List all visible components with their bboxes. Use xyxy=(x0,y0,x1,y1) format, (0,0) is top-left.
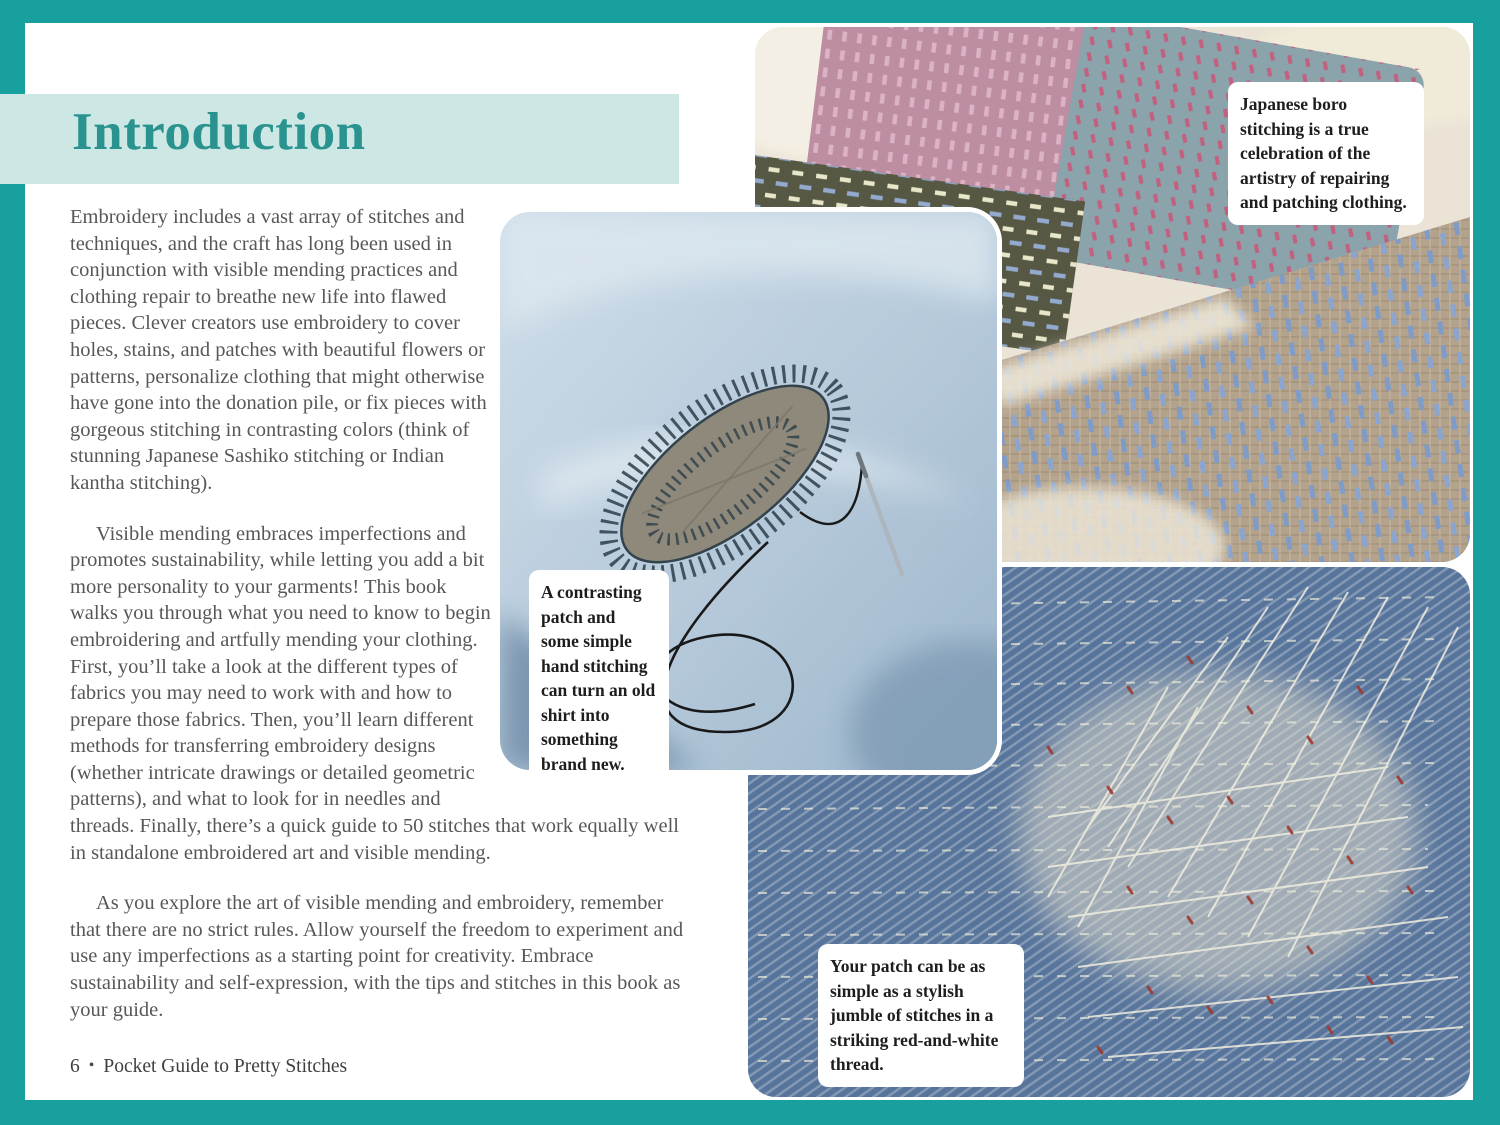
page-title: Introduction xyxy=(72,103,366,161)
page-number: 6 xyxy=(70,1056,80,1077)
book-title: Pocket Guide to Pretty Stitches xyxy=(103,1056,348,1077)
intro-paragraph-2: Visible mending embraces imperfections and promotes sustainability, while letting you add a bit more personality to your garments! This book walks you through what you need to know to begin embroidering and artfully mending your clothing. First, you’ll take a look at the different types of fabrics you may need to work with and how to prepare those fabrics. Then, you’ll learn different methods for transferring embroidery designs (whether intricate drawings or detailed geometric patterns), and what to look for in needles and threads. Finally, there’s a quick guide to 50 stitches that work equally well in standalone embroidered art and visible mending. xyxy=(70,522,679,864)
worn-patch-area xyxy=(1018,672,1418,992)
intro-paragraph-3: As you explore the art of visible mending and embroidery, remember that there are no strict rules. Allow yourself the freedom to experiment and use any imperfections as a starting point for creativity. Embrace sustainability and self-expression, with the tips and stitches in this book as your guide. xyxy=(70,892,684,1021)
page-footer xyxy=(70,1056,347,1078)
caption-patch: A contrasting patch and some simple hand stitching can turn an old shirt into something brand new. xyxy=(529,570,669,786)
title-banner xyxy=(0,94,679,184)
caption-boro: Japanese boro stitching is a true celebration of the artistry of repairing and patching clothing. xyxy=(1228,82,1424,225)
caption-denim: Your patch can be as simple as a stylish jumble of stitches in a striking red-and-white thread. xyxy=(818,944,1024,1087)
intro-paragraph-1: Embroidery includes a vast array of stitches and techniques, and the craft has long been used in conjunction with visible mending practices and clothing repair to breathe new life into flawed pieces. Clever creators use embroidery to cover holes, stains, and patches with beautiful flowers or patterns, personalize clothing that might otherwise have gone into the donation pile, or fix pieces with gorgeous stitching in contrasting colors (think of stunning Japanese Sashiko stitching or Indian kantha stitching). xyxy=(70,206,487,494)
footer-separator: • xyxy=(88,1057,95,1074)
